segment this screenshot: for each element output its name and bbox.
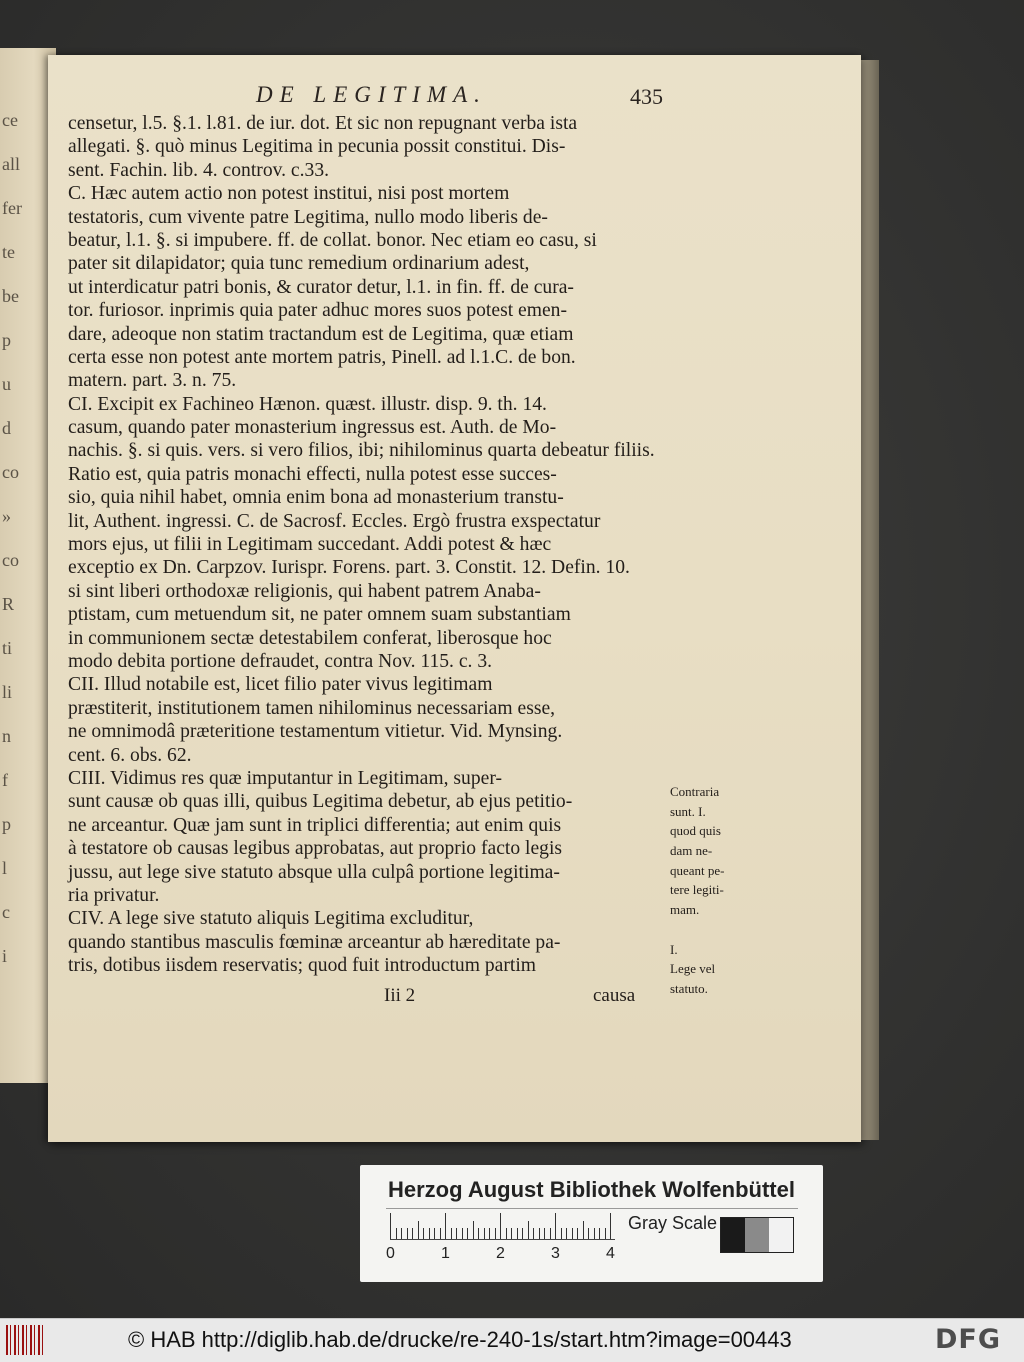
text-line: lit, Authent. ingressi. C. de Sacrosf. Eccles. Ergò frustra exspectatur (68, 510, 601, 532)
facing-page-fragment: ti (2, 638, 13, 658)
text-line: CIII. Vidimus res quæ imputantur in Legitimam, super- (68, 767, 502, 789)
catchword: causa (593, 985, 636, 1006)
margin-note-line: mam. (670, 902, 700, 918)
ruler-tick (462, 1228, 463, 1239)
text-line: tris, dotibus iisdem reservatis; quod fuit introductum partim (68, 955, 537, 977)
ruler-tick (588, 1228, 589, 1239)
text-line: cent. 6. obs. 62. (68, 744, 192, 766)
text-line: quando stantibus masculis fœminæ arceantur ab hæreditate pa- (68, 931, 561, 953)
viewer-footer (0, 1318, 1024, 1362)
ruler-tick (544, 1228, 545, 1239)
text-line: certa esse non potest ante mortem patris, Pinell. ad l.1.C. de bon. (68, 346, 576, 368)
facing-page-fragment: all (2, 154, 20, 174)
ruler-tick (610, 1213, 611, 1239)
text-line: à testatore ob causas legibus approbatas, aut proprio facto legis (68, 838, 563, 860)
ruler-tick (506, 1228, 507, 1239)
ruler-tick (495, 1228, 496, 1239)
ruler-tick (599, 1228, 600, 1239)
text-line: sent. Fachin. lib. 4. controv. c.33. (68, 159, 330, 181)
ruler-tick (517, 1228, 518, 1239)
ruler-tick (572, 1228, 573, 1239)
facing-page-fragment: ce (2, 110, 18, 130)
text-line: si sint liberi orthodoxæ religionis, qui habent patrem Anaba- (68, 580, 541, 602)
ruler-tick (561, 1228, 562, 1239)
margin-note-line: queant pe- (670, 862, 725, 878)
gray-swatch (769, 1218, 793, 1252)
text-line: tor. furiosor. inprimis quia pater adhuc mores suos potest emen- (68, 300, 567, 322)
facing-page-fragment: R (2, 594, 15, 614)
ruler-tick (489, 1228, 490, 1239)
book-page (48, 55, 861, 1142)
text-line: ut interdicatur patri bonis, & curator detur, l.1. in fin. ff. de cura- (68, 276, 574, 298)
facing-page-fragment: i (2, 946, 8, 966)
facing-page-fragment: p (2, 330, 11, 350)
text-line: ria privatur. (68, 884, 160, 906)
text-line: C. Hæc autem actio non potest institui, nisi post mortem (68, 183, 510, 205)
ruler-tick (467, 1228, 468, 1239)
ruler-tick (522, 1228, 523, 1239)
facing-page-fragment: u (2, 374, 11, 394)
facing-page-fragment: te (2, 242, 15, 262)
ruler-tick (605, 1228, 606, 1239)
ruler-tick (550, 1228, 551, 1239)
margin-note-line: sunt. I. (670, 803, 706, 819)
margin-note-line: statuto. (670, 980, 708, 996)
facing-page-fragment: » (2, 506, 11, 526)
library-color-card (360, 1165, 823, 1282)
text-line: CII. Illud notabile est, licet filio pater vivus legitimam (68, 674, 493, 696)
ruler-tick (407, 1228, 408, 1239)
ruler-tick (583, 1221, 584, 1239)
library-name: Herzog August Bibliothek Wolfenbüttel (388, 1177, 795, 1202)
ruler-tick (533, 1228, 534, 1239)
ruler-label: 3 (551, 1245, 560, 1262)
ruler-tick (594, 1228, 595, 1239)
facing-page-fragment: f (2, 770, 8, 790)
text-line: modo debita portione defraudet, contra Nov. 115. c. 3. (68, 650, 493, 672)
ruler-tick (445, 1213, 446, 1239)
ruler-label: 1 (441, 1245, 450, 1262)
text-line: in communionem sectæ detestabilem conferat, liberosque hoc (68, 627, 552, 649)
ruler-tick (500, 1213, 501, 1239)
text-line: allegati. §. quò minus Legitima in pecunia possit constitui. Dis- (68, 136, 566, 158)
ruler-tick (566, 1228, 567, 1239)
card-divider (386, 1208, 798, 1209)
facing-page-fragment: l (2, 858, 8, 878)
hab-logo-icon (6, 1325, 46, 1355)
ruler-tick (555, 1213, 556, 1239)
text-line: exceptio ex Dn. Carpzov. Iurispr. Forens. part. 3. Constit. 12. Defin. 10. (68, 557, 630, 579)
text-line: jussu, aut lege sive statuto absque ulla culpâ portione legitima- (68, 861, 560, 883)
margin-note-line: Contraria (670, 784, 720, 799)
ruler-tick (401, 1228, 402, 1239)
text-line: sunt causæ ob quas illi, quibus Legitima debetur, ab ejus petitio- (68, 791, 573, 813)
text-line: mors ejus, ut filii in Legitimam succedant. Addi potest & hæc (68, 534, 552, 556)
margin-note-line: dam ne- (670, 843, 713, 859)
ruler-tick (511, 1228, 512, 1239)
text-line: CIV. A lege sive statuto aliquis Legitima excluditur, (68, 908, 474, 930)
signature-mark: Iii 2 (384, 985, 416, 1006)
gray-swatch (745, 1218, 769, 1252)
margin-notes (670, 782, 770, 999)
margin-note-line: I. (670, 941, 678, 957)
ruler-tick (478, 1228, 479, 1239)
page-thickness-edge (861, 60, 879, 1140)
text-line: Ratio est, quia patris monachi effecti, nulla potest esse succes- (68, 463, 557, 485)
ruler-tick (440, 1228, 441, 1239)
text-line: præstiterit, institutionem tamen nihilominus necessariam esse, (68, 697, 556, 719)
text-line: pater sit dilapidator; quia tunc remedium ordinarium adest, (68, 253, 530, 275)
ruler-tick (528, 1221, 529, 1239)
text-line: matern. part. 3. n. 75. (68, 370, 237, 392)
facing-page-fragment: d (2, 418, 11, 438)
text-line: beatur, l.1. §. si impubere. ff. de collat. bonor. Nec etiam eo casu, si (68, 229, 597, 251)
ruler-tick (473, 1221, 474, 1239)
ruler-tick (484, 1228, 485, 1239)
facing-page-fragment: co (2, 550, 19, 570)
gray-scale-swatches (720, 1217, 794, 1253)
ruler-tick (434, 1228, 435, 1239)
facing-page-fragment: li (2, 682, 13, 702)
text-line: ptistam, cum metuendum sit, ne pater omnem suam substantiam (68, 604, 571, 626)
ruler-tick (418, 1221, 419, 1239)
text-line: nachis. §. si quis. vers. si vero filios, ibi; nihilominus quarta debeatur filiis. (68, 440, 655, 462)
measurement-ruler (390, 1213, 615, 1240)
facing-page-fragment: n (2, 726, 11, 746)
text-line: casum, quando pater monasterium ingressus est. Auth. de Mo- (68, 417, 557, 439)
ruler-tick (539, 1228, 540, 1239)
margin-note-line: quod quis (670, 823, 721, 839)
facing-page-fragment: c (2, 902, 10, 922)
ruler-tick (456, 1228, 457, 1239)
margin-note-line (670, 920, 770, 940)
text-line: testatoris, cum vivente patre Legitima, nullo modo liberis de- (68, 206, 548, 228)
text-line: sio, quia nihil habet, omnia enim bona ad monasterium transtu- (68, 487, 564, 509)
ruler-tick (423, 1228, 424, 1239)
copyright-link[interactable]: © HAB http://diglib.hab.de/drucke/re-240-1s/start.htm?image=00443 (128, 1327, 792, 1352)
dfg-logo: DFG (935, 1324, 1002, 1355)
ruler-label: 0 (386, 1245, 395, 1262)
facing-page-fragment: co (2, 462, 19, 482)
ruler-label: 2 (496, 1245, 505, 1262)
ruler-label: 4 (606, 1245, 615, 1262)
text-line: ne omnimodâ præteritione testamentum vitietur. Vid. Mynsing. (68, 721, 563, 743)
facing-page-fragment: p (2, 814, 11, 834)
facing-page-fragment: fer (2, 198, 22, 218)
ruler-tick (451, 1228, 452, 1239)
facing-page-fragment: be (2, 286, 19, 306)
ruler-tick (390, 1213, 391, 1239)
gray-swatch (721, 1218, 745, 1252)
text-line: CI. Excipit ex Fachineo Hænon. quæst. illustr. disp. 9. th. 14. (68, 393, 547, 415)
ruler-tick (396, 1228, 397, 1239)
page-number: 435 (630, 84, 663, 109)
ruler-tick (412, 1228, 413, 1239)
text-line: censetur, l.5. §.1. l.81. de iur. dot. Et sic non repugnant verba ista (68, 113, 578, 134)
gray-scale-label: Gray Scale (628, 1213, 718, 1233)
running-head: DE LEGITIMA. (256, 82, 487, 107)
text-line: dare, adeoque non statim tractandum est de Legitima, quæ etiam (68, 323, 574, 345)
ruler-tick (429, 1228, 430, 1239)
ruler-tick (577, 1228, 578, 1239)
text-line: ne arceantur. Quæ jam sunt in triplici differentia; aut enim quis (68, 814, 562, 836)
margin-note-line: Lege vel (670, 961, 716, 977)
margin-note-line: tere legiti- (670, 882, 724, 898)
body-text (68, 112, 668, 977)
